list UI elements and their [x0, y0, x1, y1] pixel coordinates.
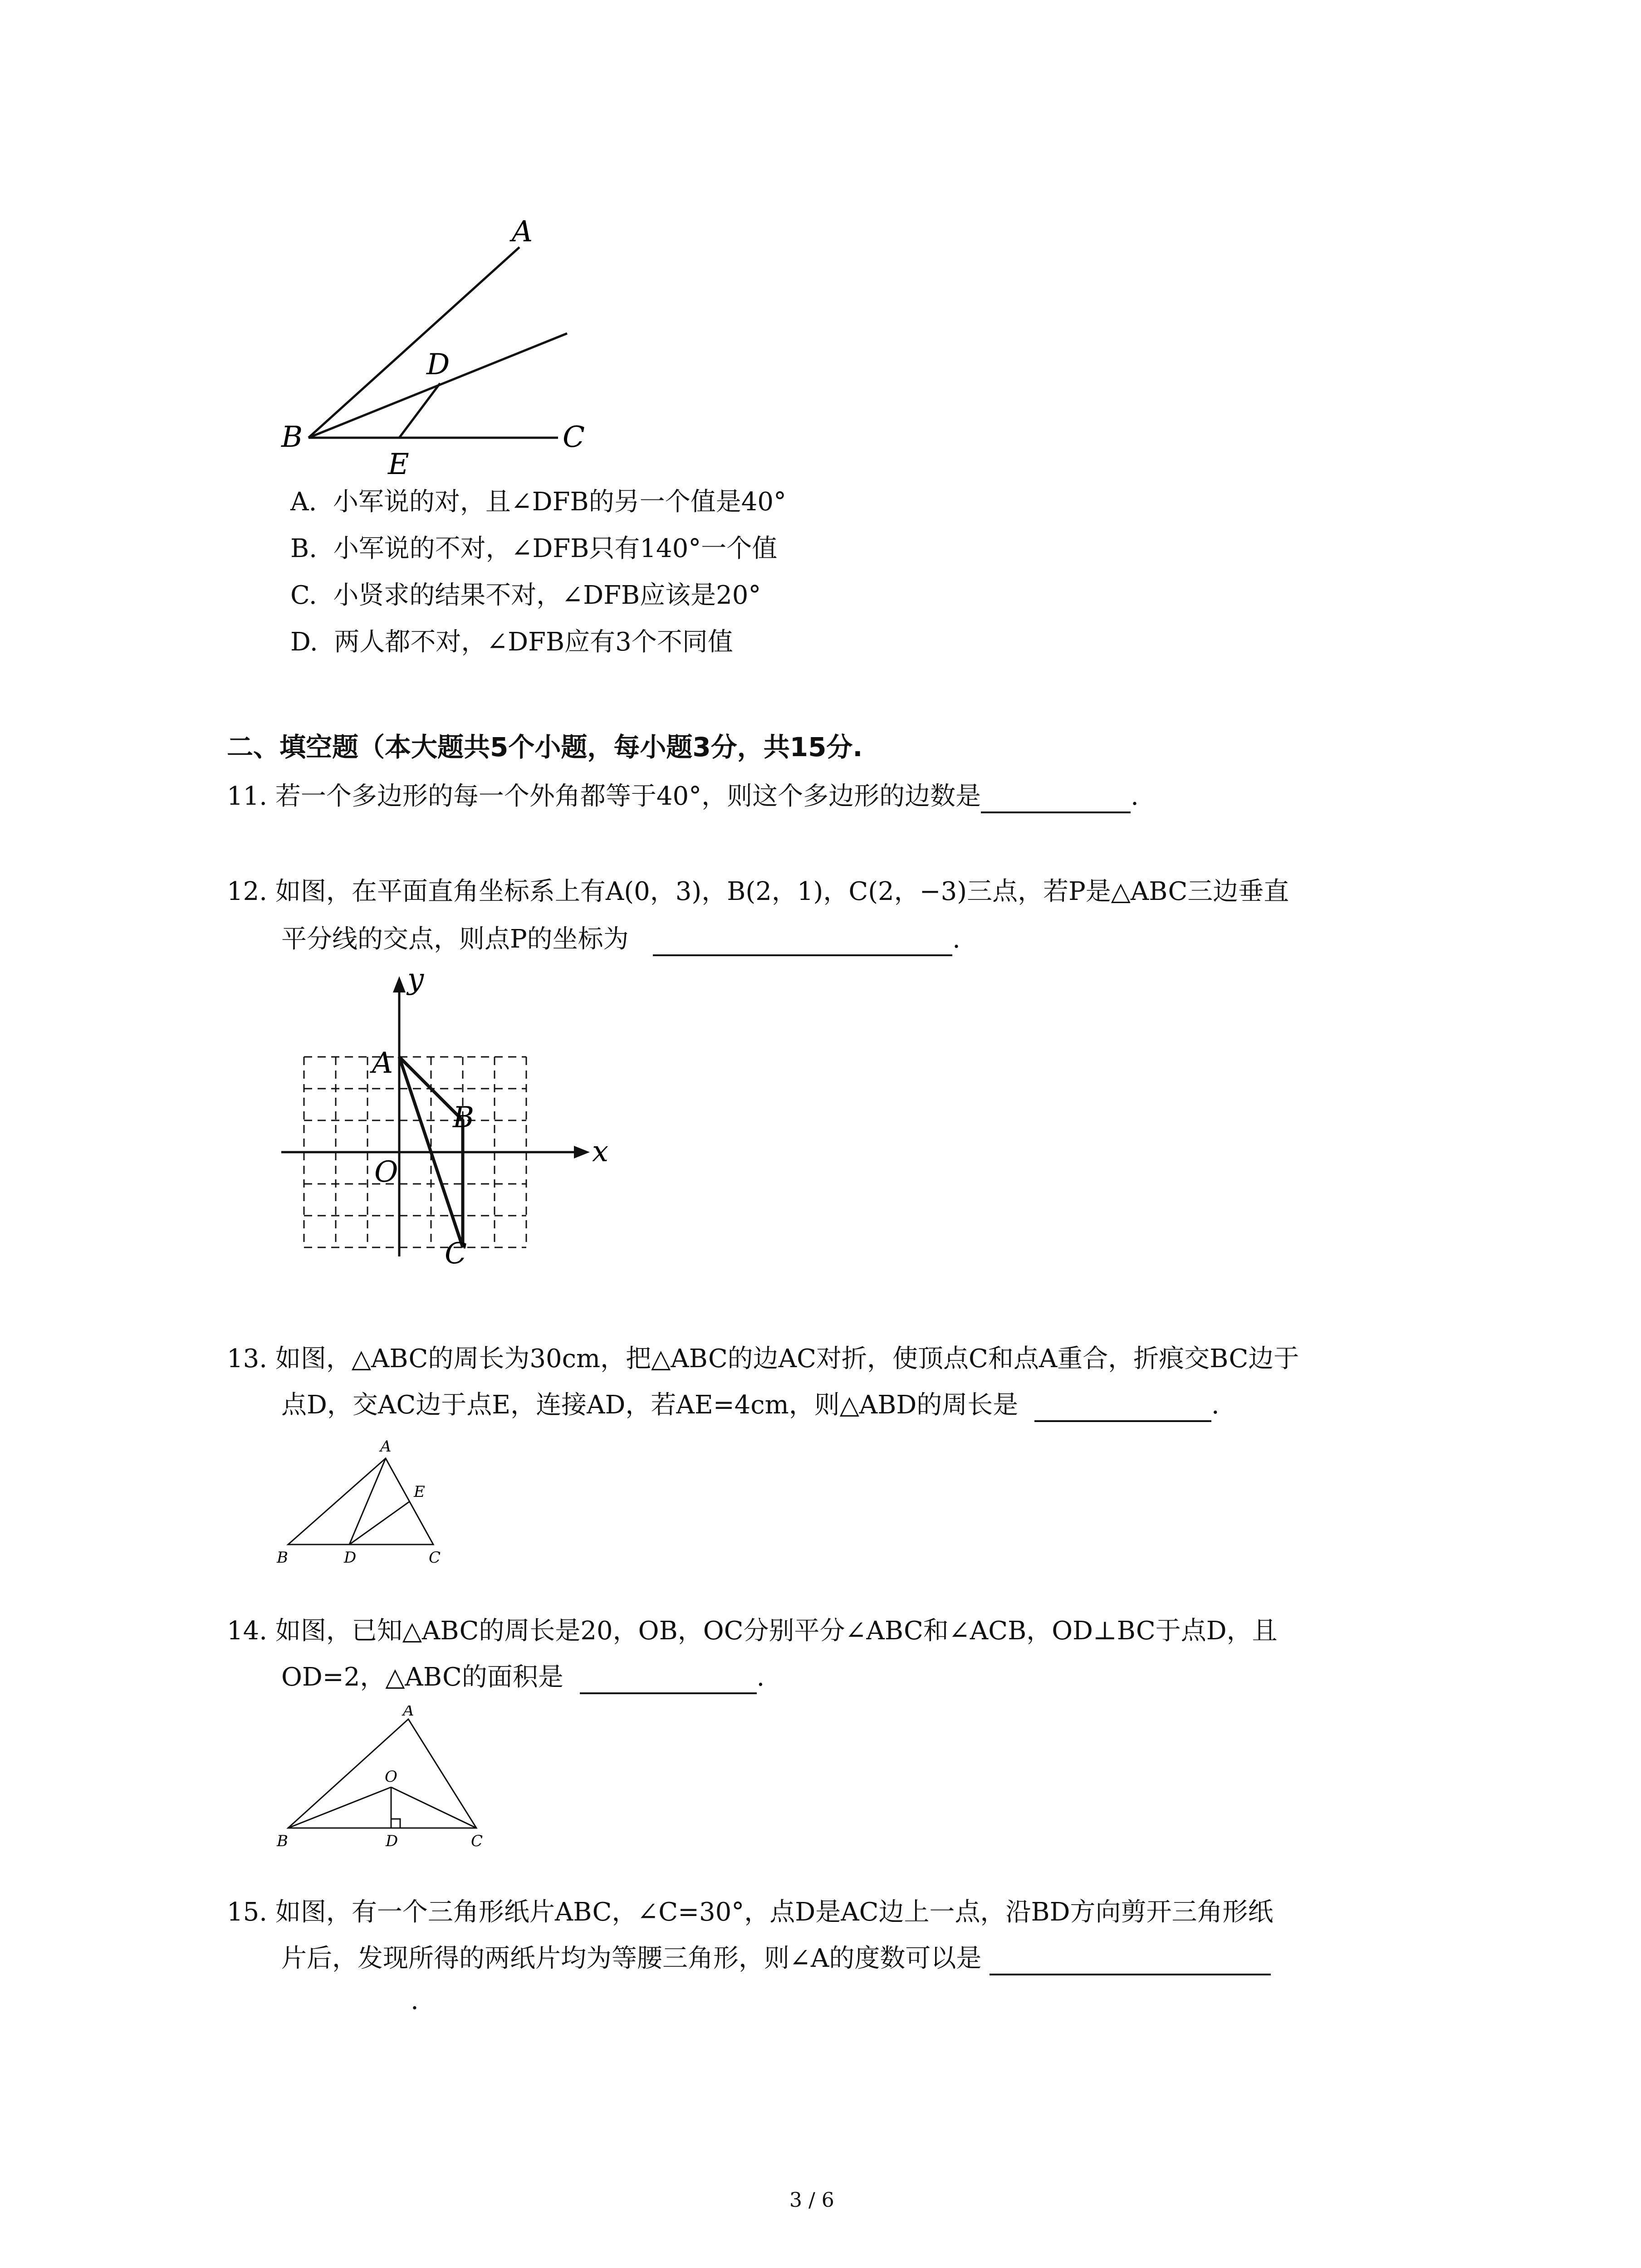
q10-option-a: A. 小军说的对，且∠DFB的另一个值是40° [290, 487, 786, 517]
question-15-line2: 片后，发现所得的两纸片均为等腰三角形，则∠A的度数可以是 [281, 1942, 1271, 1975]
section-2-title: 二、填空题（本大题共5个小题，每小题3分，共15分. [227, 732, 863, 763]
q12-label-B: B [453, 1101, 475, 1134]
q14-label-D: D [386, 1832, 398, 1850]
question-15-end: . [411, 1986, 419, 2015]
q10-label-E: E [388, 448, 409, 481]
q10-option-d: D. 两人都不对，∠DFB应有3个不同值 [290, 627, 733, 657]
q13-figure [272, 1433, 463, 1569]
q10-label-A: A [512, 215, 533, 249]
q13-answer-blank[interactable] [1034, 1393, 1211, 1422]
q12-answer-blank[interactable] [653, 927, 952, 956]
q13-label-A: A [380, 1437, 392, 1456]
q12-coordinate-figure [272, 966, 635, 1275]
q10-option-c: C. 小贤求的结果不对，∠DFB应该是20° [290, 581, 761, 610]
question-15-line1: 15. 如图，有一个三角形纸片ABC，∠C=30°，点D是AC边上一点，沿BD方向剪开三角形纸 [227, 1897, 1274, 1927]
q14-label-O: O [385, 1768, 397, 1786]
q14-label-B: B [277, 1832, 288, 1850]
q13-label-B: B [277, 1549, 288, 1567]
q12-label-O: O [374, 1155, 398, 1189]
q10-figure [272, 213, 617, 485]
page-number: 3 / 6 [789, 2189, 834, 2212]
question-13-line1: 13. 如图，△ABC的周长为30cm，把△ABC的边AC对折，使顶点C和点A重合，折痕交BC边于 [227, 1344, 1299, 1374]
q10-label-D: D [426, 348, 450, 381]
q14-figure [272, 1706, 490, 1855]
q13-label-E: E [414, 1483, 425, 1501]
q15-answer-blank[interactable] [989, 1946, 1271, 1975]
q12-label-y: y [407, 966, 424, 996]
q14-label-C: C [471, 1832, 483, 1850]
question-13-line2: 点D，交AC边于点E，连接AD，若AE=4cm，则△ABD的周长是 . [281, 1389, 1220, 1422]
q11-answer-blank[interactable] [981, 784, 1131, 813]
q14-answer-blank[interactable] [580, 1665, 757, 1694]
question-14-line1: 14. 如图，已知△ABC的周长是20，OB，OC分别平分∠ABC和∠ACB，OD⊥BC于点D，且 [227, 1616, 1278, 1646]
q12-label-x: x [592, 1135, 609, 1168]
q13-label-D: D [344, 1549, 357, 1567]
q12-label-A: A [372, 1046, 393, 1080]
q10-label-C: C [563, 420, 585, 454]
q10-option-b: B. 小军说的不对，∠DFB只有140°一个值 [290, 534, 778, 563]
q13-label-C: C [429, 1549, 441, 1567]
question-11: 11. 若一个多边形的每一个外角都等于40°，则这个多边形的边数是 . [227, 780, 1139, 813]
q14-label-A: A [403, 1706, 414, 1720]
q10-label-B: B [281, 420, 303, 454]
q12-label-C: C [445, 1237, 467, 1271]
question-12-line2: 平分线的交点，则点P的坐标为 . [281, 923, 960, 956]
question-14-line2: OD=2，△ABC的面积是 . [281, 1661, 764, 1694]
question-12-line1: 12. 如图，在平面直角坐标系上有A(0，3)，B(2，1)，C(2，−3)三点，若P是△ABC三边垂直 [227, 877, 1289, 906]
